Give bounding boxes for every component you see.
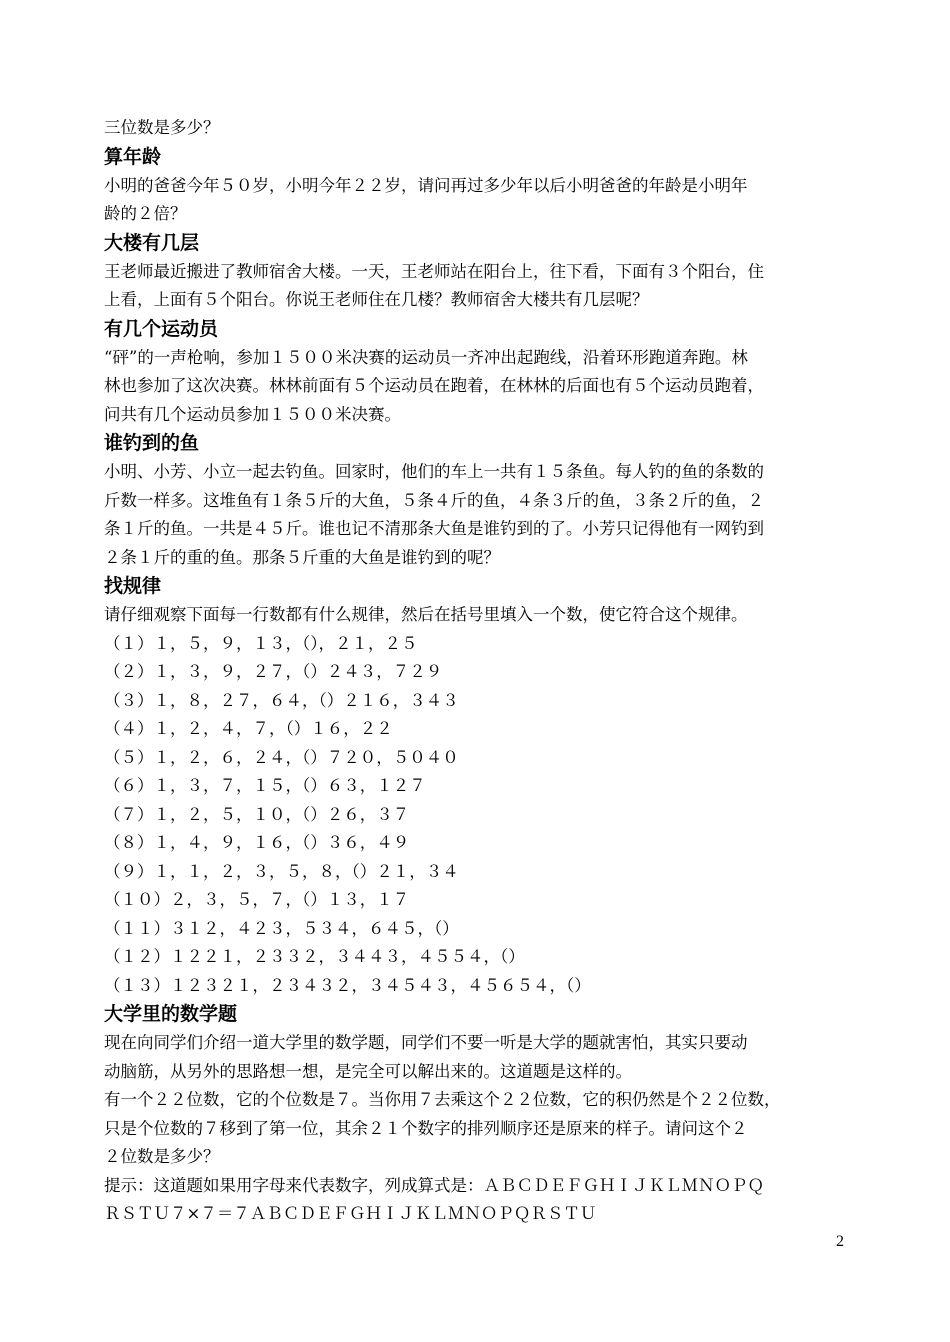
pattern-intro: 请仔细观察下面每一行数都有什么规律，然后在括号里填入一个数，使它符合这个规律。 [104,605,748,624]
fish-line-1: 小明、小芳、小立一起去钓鱼。回家时，他们的车上一共有１５条鱼。每人钓的鱼的条数的 [104,462,764,481]
athletes-line-3: 问共有几个运动员参加１５００米决赛。 [104,404,401,424]
building-line-2: 上看，上面有５个阳台。你说王老师住在几楼？教师宿舍大楼共有几层呢？ [104,290,649,309]
athletes-line-2: 林也参加了这次决赛。林林前面有５个运动员在跑着，在林林的后面也有５个运动员跑着， [104,376,764,395]
pattern-item-6: （６）１，３，７，１５，（）６３，１２７ [104,776,426,795]
section-heading-athletes: 有几个运动员 [104,317,219,340]
pattern-item-9: （９）１，１，２，３，５，８，（）２１，３４ [104,861,459,881]
pattern-item-11: （１１）３１２，４２３，５３４，６４５，（） [104,918,459,938]
section-heading-age: 算年龄 [104,145,162,168]
pattern-item-5: （５）１，２，６，２４，（）７２０，５０４０ [104,747,459,767]
pattern-item-7: （７）１，２，５，１０，（）２６，３７ [104,804,410,824]
pattern-item-1: （１）１，５，９，１３，（），２１，２５ [104,633,418,653]
pattern-item-2: （２）１，３，９，２７，（）２４３，７２９ [104,662,443,681]
college-line-5: ２位数是多少？ [104,1147,220,1166]
pattern-item-3: （３）１，８，２７，６４，（）２１６，３４３ [104,690,459,710]
college-line-4: 只是个位数的７移到了第一位，其余２１个数字的排列顺序还是原来的样子。请问这个２ [104,1118,748,1138]
fish-line-4: ２条１斤的重的鱼。那条５斤重的大鱼是谁钓到的呢？ [104,547,500,567]
pattern-list [104,630,856,1001]
college-hint-line-2: ＲＳＴＵ７×７＝７ＡＢＣＤＥＦＧＨＩＪＫＬＭＮＯＰＱＲＳＴＵ [104,1204,597,1223]
age-line-2: 龄的２倍？ [104,204,187,223]
fish-line-3: 条１斤的鱼。一共是４５斤。谁也记不清那条大鱼是谁钓到的了。小芳只记得他有一网钓到 [104,519,764,538]
fish-line-2: 斤数一样多。这堆鱼有１条５斤的大鱼，５条４斤的鱼，４条３斤的鱼，３条２斤的鱼，２ [104,490,764,510]
pattern-item-10: （１０）２，３，５，７，（）１３，１７ [104,890,410,909]
building-line-1: 王老师最近搬进了教师宿舍大楼。一天，王老师站在阳台上，往下看，下面有３个阳台，住 [104,261,764,281]
section-heading-pattern: 找规律 [104,575,162,597]
pattern-item-12: （１２）１２２１，２３３２，３４４３，４５５４，（） [104,947,525,966]
section-heading-building: 大楼有几层 [104,231,200,254]
college-line-3: 有一个２２位数，它的个位数是７。当你用７去乘这个２２位数，它的积仍然是个２２位数， [104,1090,781,1109]
pattern-item-13: （１３）１２３２１，２３４３２，３４５４３，４５６５４，（） [104,975,591,995]
page-number: 2 [836,1233,844,1250]
pattern-item-4: （４）１，２，４，７，（）１６，２２ [104,719,393,738]
age-line-1: 小明的爸爸今年５０岁，小明今年２２岁，请问再过多少年以后小明爸爸的年龄是小明年 [104,175,748,195]
college-hint-line-1: 提示：这道题如果用字母来代表数字，列成算式是：ＡＢＣＤＥＦＧＨＩＪＫＬＭＮＯＰＱ [104,1175,764,1195]
college-line-1: 现在向同学们介绍一道大学里的数学题，同学们不要一听是大学的题就害怕，其实只要动 [104,1033,748,1052]
section-heading-college: 大学里的数学题 [104,1003,238,1025]
college-line-2: 动脑筋，从另外的思路想一想，是完全可以解出来的。这道题是这样的。 [104,1061,632,1081]
page-content [104,114,856,1229]
section-heading-fish: 谁钓到的鱼 [104,432,200,454]
intro-tail-text: 三位数是多少？ [104,118,220,137]
pattern-item-8: （８）１，４，９，１６，（）３６，４９ [104,833,410,852]
athletes-line-1: “砰”的一声枪响，参加１５００米决赛的运动员一齐冲出起跑线，沿着环形跑道奔跑。林 [104,347,748,367]
